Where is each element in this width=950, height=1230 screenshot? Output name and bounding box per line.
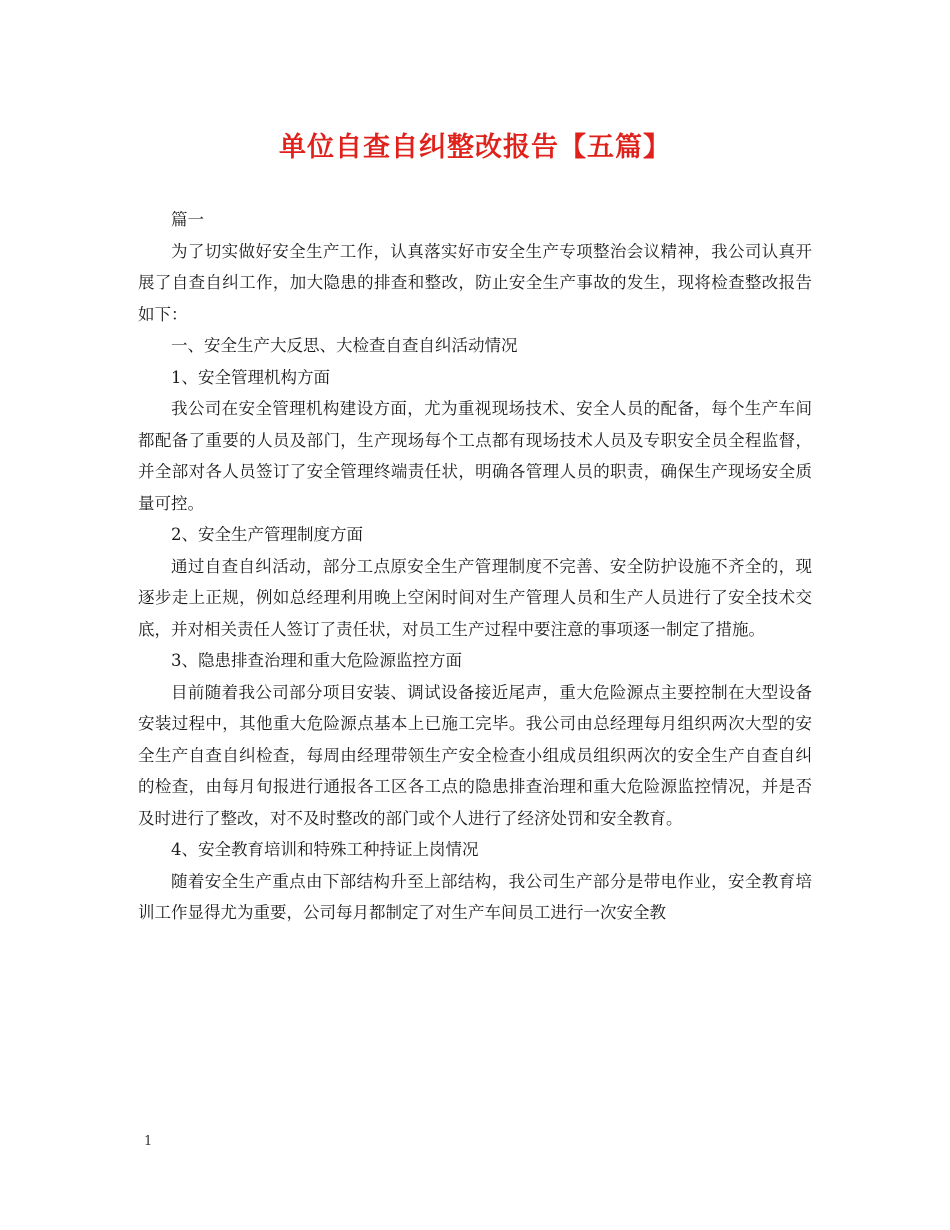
paragraph: 随着安全生产重点由下部结构升至上部结构，我公司生产部分是带电作业，安全教育培训工作显得尤为重要，公司每月都制定了对生产车间员工进行一次安全教 [138, 871, 812, 922]
paragraph: 2、安全生产管理制度方面 [171, 525, 363, 544]
document-body [138, 204, 812, 929]
paragraph: 篇一 [171, 210, 204, 229]
paragraph: 3、隐患排查治理和重大危险源监控方面 [171, 651, 462, 670]
paragraph: 一、安全生产大反思、大检查自查自纠活动情况 [171, 336, 518, 355]
paragraph: 为了切实做好安全生产工作，认真落实好市安全生产专项整治会议精神，我公司认真开展了自查自纠工作，加大隐患的排查和整改，防止安全生产事故的发生，现将检查整改报告如下： [138, 241, 812, 324]
paragraph: 通过自查自纠活动，部分工点原安全生产管理制度不完善、安全防护设施不齐全的，现逐步走上正规，例如总经理利用晚上空闲时间对生产管理人员和生产人员进行了安全技术交底，并对相关责任人签订了责任状，对员工生产过程中要注意的事项逐一制定了措施。 [138, 556, 812, 639]
paragraph: 1、安全管理机构方面 [171, 367, 330, 387]
paragraph: 4、安全教育培训和特殊工种持证上岗情况 [171, 840, 479, 859]
paragraph: 目前随着我公司部分项目安装、调试设备接近尾声，重大危险源点主要控制在大型设备安装过程中，其他重大危险源点基本上已施工完毕。我公司由总经理每月组织两次大型的安全生产自查自纠检查，每周由经理带领生产安全检查小组成员组织两次的安全生产自查自纠的检查，由每月旬报进行通报各工区各工点的隐患排查治理和重大危险源监控情况，并是否及时进行了整改，对不及时整改的部门或个人进行了经济处罚和安全教育。 [138, 682, 812, 828]
page-number: 1 [144, 1134, 153, 1149]
document-title: 单位自查自纠整改报告【五篇】 [279, 132, 671, 163]
paragraph: 我公司在安全管理机构建设方面，尤为重视现场技术、安全人员的配备，每个生产车间都配备了重要的人员及部门，生产现场每个工点都有现场技术人员及专职安全员全程监督，并全部对各人员签订了安全管理终端责任状，明确各管理人员的职责，确保生产现场安全质量可控。 [138, 399, 812, 513]
